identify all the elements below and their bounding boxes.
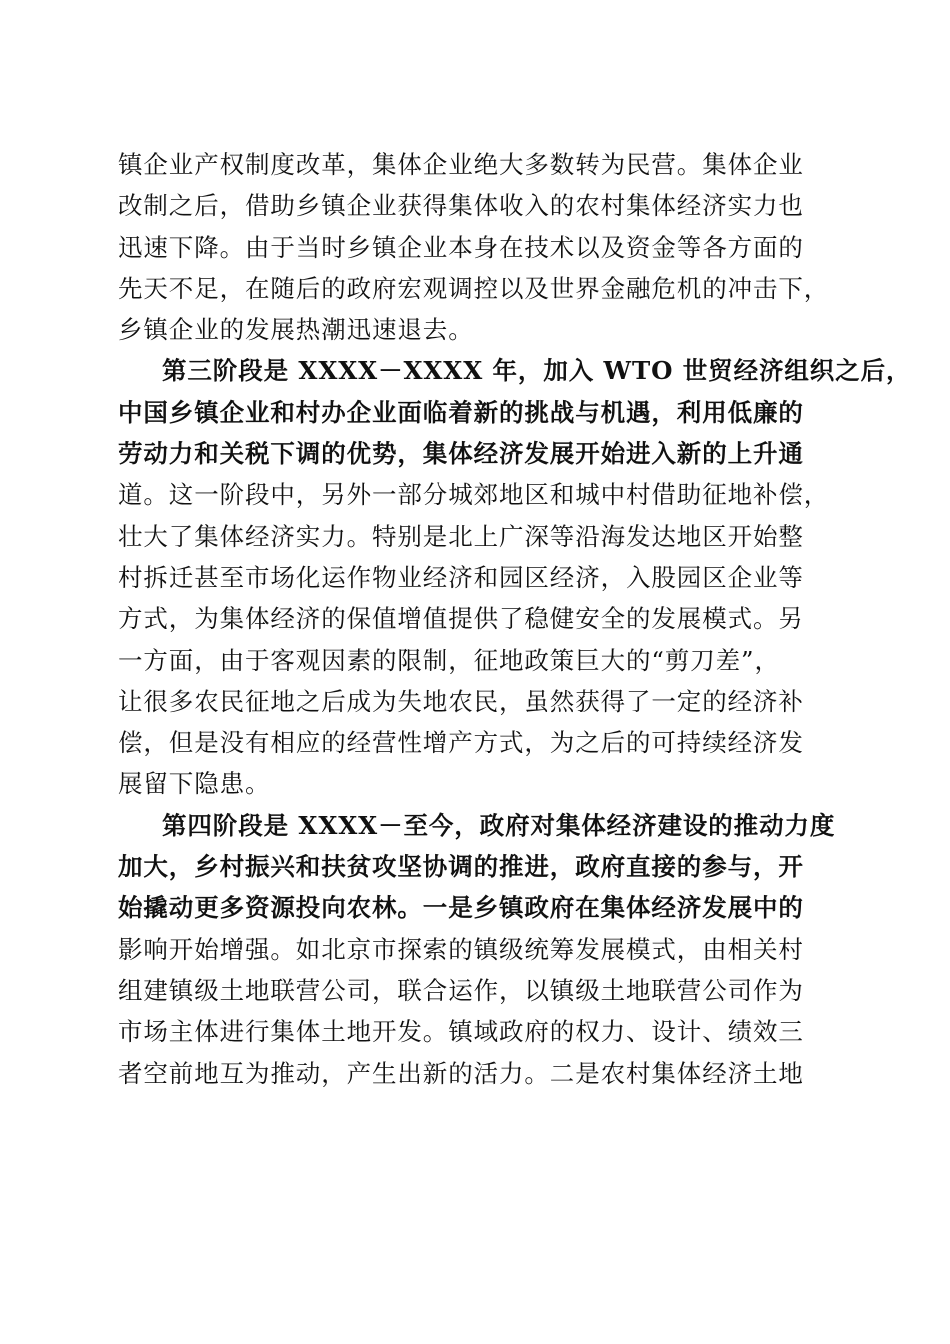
body-text [118, 144, 912, 1094]
text-line: 改制之后，借助乡镇企业获得集体收入的农村集体经济实力也 [118, 191, 804, 221]
text-line: 一方面，由于客观因素的限制，征地政策巨大的“剪刀差”， [118, 645, 780, 675]
text-line: 中国乡镇企业和村办企业面临着新的挑战与机遇，利用低廉的 [118, 397, 804, 427]
text-line: 偿，但是没有相应的经营性增产方式，为之后的可持续经济发 [118, 728, 804, 758]
text-line: 者空前地互为推动，产生出新的活力。二是农村集体经济土地 [118, 1058, 804, 1088]
text-line: 壮大了集体经济实力。特别是北上广深等沿海发达地区开始整 [118, 521, 804, 551]
text-line: 让很多农民征地之后成为失地农民，虽然获得了一定的经济补 [118, 686, 804, 716]
text-line: 道。这一阶段中，另外一部分城郊地区和城中村借助征地补偿， [118, 480, 830, 510]
text-line: 村拆迁甚至市场化运作物业经济和园区经济，入股园区企业等 [118, 562, 804, 592]
text-line: 镇企业产权制度改革，集体企业绝大多数转为民营。集体企业 [118, 150, 804, 179]
text-line: 方式，为集体经济的保值增值提供了稳健安全的发展模式。另 [118, 604, 804, 634]
text-line: 市场主体进行集体土地开发。镇域政府的权力、设计、绩效三 [118, 1017, 804, 1047]
text-line: 乡镇企业的发展热潮迅速退去。 [118, 315, 474, 345]
text-line: 展留下隐患。 [118, 769, 271, 799]
text-line: 劳动力和关税下调的优势，集体经济发展开始进入新的上升通 [118, 439, 804, 469]
text-line: 先天不足，在随后的政府宏观调控以及世界金融危机的冲击下， [118, 273, 830, 303]
text-line: 迅速下降。由于当时乡镇企业本身在技术以及资金等各方面的 [118, 232, 804, 262]
text-line: 组建镇级土地联营公司，联合运作，以镇级土地联营公司作为 [118, 975, 804, 1005]
text-line: 始撬动更多资源投向农林。一是乡镇政府在集体经济发展中的 [118, 893, 804, 923]
text-line: 影响开始增强。如北京市探索的镇级统筹发展模式，由相关村 [118, 934, 804, 964]
text-line: 第三阶段是 XXXX－XXXX 年，加入 WTO 世贸经济组织之后， [162, 356, 912, 386]
text-line: 第四阶段是 XXXX－至今，政府对集体经济建设的推动力度 [162, 810, 836, 840]
text-line: 加大，乡村振兴和扶贫攻坚协调的推进，政府直接的参与，开 [118, 852, 804, 882]
